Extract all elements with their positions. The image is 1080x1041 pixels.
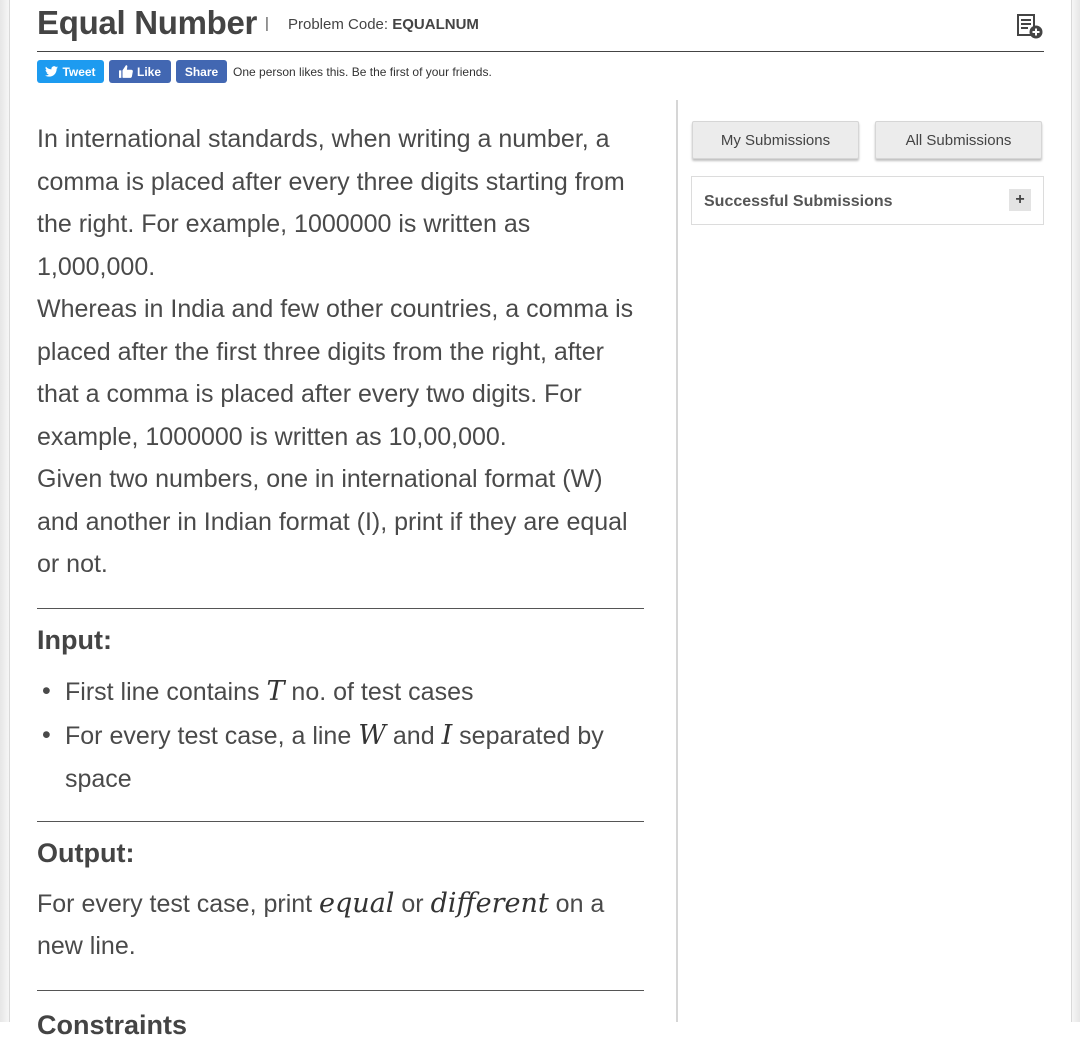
output-paragraph: For every test case, print equal or different on a new line. bbox=[37, 887, 605, 960]
successful-submissions-label: Successful Submissions bbox=[704, 193, 893, 210]
constraints-heading: Constraints bbox=[37, 1010, 188, 1040]
left-frame bbox=[0, 0, 10, 1022]
output-heading: Output: bbox=[37, 837, 135, 868]
problem-header bbox=[37, 0, 1044, 52]
statement-paragraph-1: In international standards, when writing a number, a comma is placed after every three digits starting from the right. For example, 1000000 is written as 1,000,000. bbox=[37, 125, 625, 281]
like-button[interactable] bbox=[109, 60, 171, 83]
section-divider bbox=[37, 821, 644, 822]
like-label: Like bbox=[136, 64, 161, 79]
add-to-list-icon[interactable] bbox=[1016, 12, 1044, 40]
all-submissions-button[interactable]: All Submissions bbox=[875, 121, 1042, 159]
share-button[interactable] bbox=[176, 60, 227, 83]
twitter-bird-icon bbox=[45, 66, 58, 77]
title-separator: | bbox=[265, 15, 269, 32]
statement-paragraph-3: Given two numbers, one in international format (W) and another in Indian format (I), print if they are equal or not. bbox=[37, 465, 628, 578]
statement-paragraph-2: Whereas in India and few other countries, a comma is placed after the first three digits from the right, after that a comma is placed after every two digits. For example, 1000000 is written as 10,00,000. bbox=[37, 295, 634, 451]
list-item: • First line contains T no. of test cases bbox=[37, 670, 644, 714]
expand-plus-icon[interactable]: + bbox=[1009, 189, 1031, 211]
problem-statement bbox=[37, 118, 644, 991]
likes-text: One person likes this. Be the first of your friends. bbox=[233, 64, 492, 79]
problem-title: Equal Number bbox=[37, 4, 258, 41]
social-bar bbox=[37, 60, 492, 83]
my-submissions-button[interactable]: My Submissions bbox=[692, 121, 859, 159]
section-divider bbox=[37, 608, 644, 609]
right-frame bbox=[1071, 0, 1080, 1022]
tweet-button[interactable] bbox=[37, 60, 104, 83]
thumbs-up-icon bbox=[119, 65, 133, 78]
problem-code bbox=[288, 16, 479, 33]
list-item: • For every test case, a line W and I separated by space bbox=[37, 714, 644, 801]
tweet-label: Tweet bbox=[62, 64, 96, 79]
input-heading: Input: bbox=[37, 624, 112, 655]
successful-submissions-panel[interactable] bbox=[691, 176, 1044, 225]
problem-code-value: EQUALNUM bbox=[392, 16, 479, 33]
section-divider bbox=[37, 990, 644, 991]
column-divider bbox=[676, 100, 678, 1022]
problem-code-label: Problem Code: bbox=[288, 16, 389, 33]
input-list bbox=[37, 670, 644, 801]
share-label: Share bbox=[184, 64, 219, 79]
